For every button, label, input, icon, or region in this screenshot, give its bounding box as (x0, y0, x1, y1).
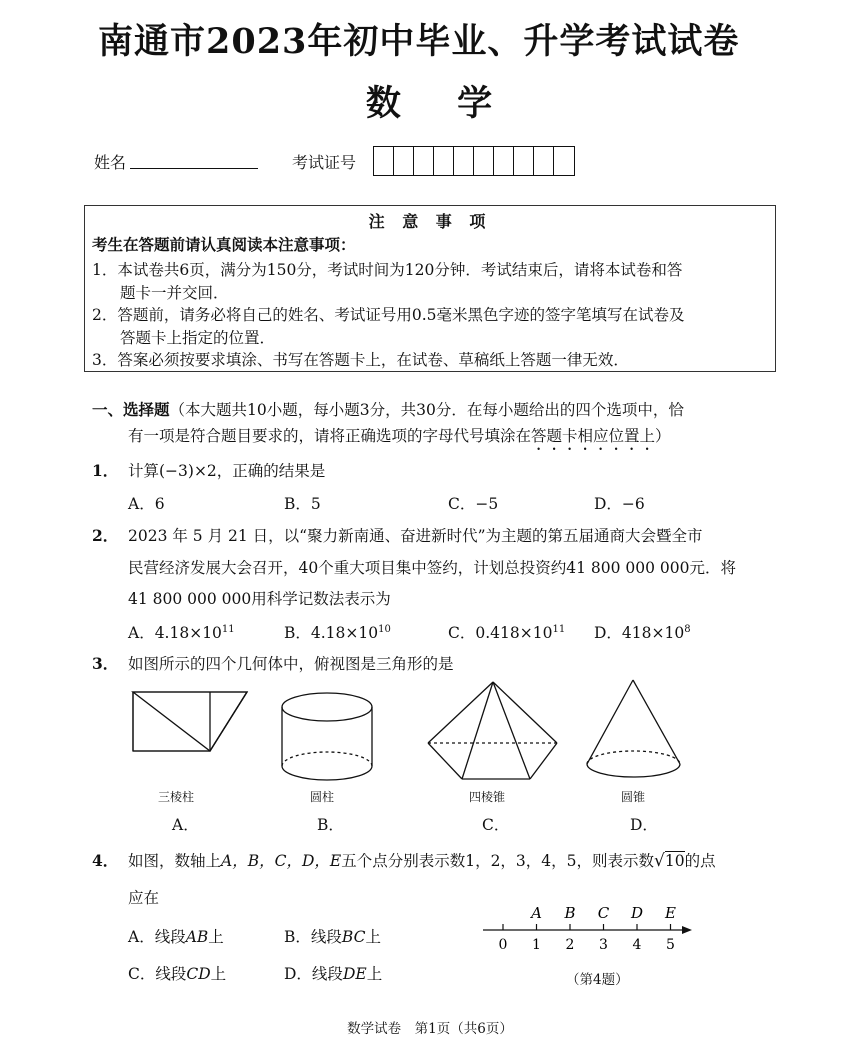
q2-line3: 41 800 000 000用科学记数法表示为 (128, 590, 391, 608)
axis-number: 2 (565, 937, 575, 953)
q3-stem: 如图所示的四个几何体中，俯视图是三角形的是 (128, 655, 454, 673)
q1-option-b[interactable]: B．5 (284, 495, 321, 513)
q4-figure-caption: （第4题） (566, 972, 629, 988)
name-label: 姓名 (94, 153, 127, 172)
cone-figure (587, 680, 680, 777)
id-label: 考试证号 (292, 153, 357, 172)
notice-item-1-cont: 题卡一并交回． (120, 284, 229, 302)
exam-id-cell[interactable] (514, 147, 534, 175)
subject-title: 数 学 (365, 83, 515, 124)
shape-name-pyramid: 四棱锥 (469, 790, 506, 804)
q4-option-a[interactable]: A．线段AB上 (128, 928, 224, 946)
q1-number: 1． (92, 461, 119, 480)
q2-line1: 2023 年 5 月 21 日，以“聚力新南通、奋进新时代”为主题的第五届通商大会暨全市 (128, 527, 703, 545)
axis-number: 5 (666, 937, 675, 953)
name-field[interactable] (130, 168, 258, 169)
q4-option-d[interactable]: D．线段DE上 (284, 965, 383, 983)
exam-id-cell[interactable] (534, 147, 554, 175)
q3-option-b[interactable]: B． (317, 816, 344, 834)
square-pyramid-figure (428, 682, 557, 779)
exam-id-cell[interactable] (414, 147, 434, 175)
exam-title: 南通市2023年初中毕业、升学考试试卷 (98, 21, 740, 62)
q4-line2: 应在 (128, 889, 160, 907)
q3-option-c[interactable]: C． (482, 816, 510, 834)
axis-number: 4 (632, 937, 642, 953)
section-heading: 一、选择题（本大题共10小题，每小题3分，共30分．在每小题给出的四个选项中，恰 (92, 400, 684, 419)
sqrt-radicand: 10 (664, 852, 685, 870)
q3-number: 3． (92, 654, 119, 673)
notice-item-2: 2．答题前，请务必将自己的姓名、考试证号用0.5毫米黑色字迹的签字笔填写在试卷及 (92, 306, 685, 324)
notice-item-1: 1．本试卷共6页，满分为150分，考试时间为120分钟．考试结束后，请将本试卷和答 (92, 261, 683, 279)
exam-id-cell[interactable] (434, 147, 454, 175)
q3-option-d[interactable]: D． (630, 816, 658, 834)
notice-item-3: 3．答案必须按要求填涂、书写在答题卡上，在试卷、草稿纸上答题一律无效． (92, 351, 629, 369)
q1-option-a[interactable]: A．6 (128, 495, 165, 513)
q2-number: 2． (92, 526, 119, 545)
q4-option-c[interactable]: C．线段CD上 (128, 965, 227, 983)
exam-id-cell[interactable] (474, 147, 494, 175)
axis-point-label: B (564, 904, 576, 922)
notice-item-2-cont: 答题卡上指定的位置． (120, 329, 276, 347)
q3-option-a[interactable]: A． (172, 816, 199, 834)
exam-id-cell[interactable] (454, 147, 474, 175)
exam-id-cell[interactable] (554, 147, 574, 175)
q2-line2: 民营经济发展大会召开，40个重大项目集中签约，计划总投资约41 800 000 000元．将 (128, 559, 736, 577)
triangular-prism-figure (133, 692, 247, 751)
axis-point-label: E (665, 904, 676, 922)
axis-arrow (682, 926, 692, 934)
q4-line1: 如图，数轴上A，B，C，D，E五个点分别表示数1，2，3，4，5，则表示数√10的点 (128, 851, 716, 871)
exam-id-boxes[interactable] (373, 146, 575, 176)
q1-option-c[interactable]: C．−5 (448, 495, 499, 513)
axis-number: 0 (498, 937, 508, 953)
axis-point-label: C (597, 904, 610, 922)
axis-number: 3 (599, 937, 608, 953)
axis-number: 1 (532, 937, 541, 953)
exam-id-cell[interactable] (494, 147, 514, 175)
q4-number: 4． (92, 851, 119, 870)
q1-stem: 计算(−3)×2，正确的结果是 (128, 462, 326, 480)
page-footer: 数学试卷 第1页（共6页） (347, 1021, 513, 1037)
q2-option-d[interactable]: D．$418\times 10^8$ (594, 623, 691, 642)
notice-lead: 考生在答题前请认真阅读本注意事项： (92, 235, 356, 254)
axis-point-label: A (531, 904, 542, 922)
shape-name-prism: 三棱柱 (158, 790, 195, 804)
section-desc-line2: 有一项是符合题目要求的，请将正确选项的字母代号填涂在答题卡相应位置上） (128, 427, 671, 445)
q2-option-b[interactable]: B．$4.18\times 10^{10}$ (284, 623, 391, 642)
shape-name-cylinder: 圆柱 (310, 790, 335, 804)
q2-option-a[interactable]: A．$4.18\times 10^{11}$ (128, 623, 235, 642)
exam-id-cell[interactable] (394, 147, 414, 175)
cylinder-figure (282, 693, 372, 780)
axis-point-label: D (630, 904, 644, 922)
notice-title: 注 意 事 项 (368, 212, 492, 231)
exam-id-cell[interactable] (374, 147, 394, 175)
q3-figures (0, 670, 860, 840)
number-line-figure (478, 900, 708, 960)
q2-option-c[interactable]: C．$0.418\times 10^{11}$ (448, 623, 566, 642)
q1-option-d[interactable]: D．−6 (594, 495, 645, 513)
q4-option-b[interactable]: B．线段BC上 (284, 928, 381, 946)
shape-name-cone: 圆锥 (621, 790, 646, 804)
